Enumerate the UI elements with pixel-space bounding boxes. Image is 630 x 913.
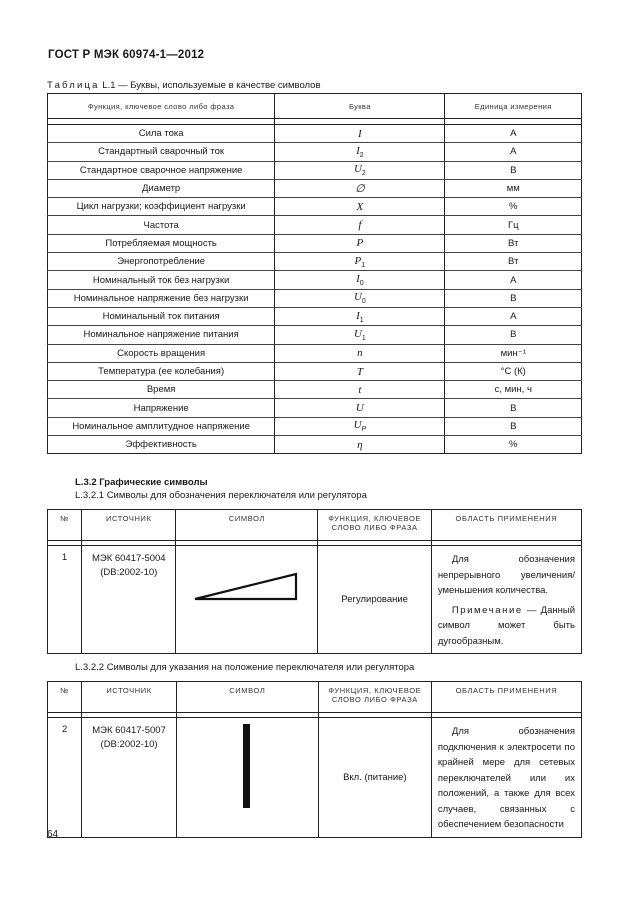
col-header-symbol: СИМВОЛ (176, 682, 318, 713)
function-cell: Вкл. (питание) (318, 718, 431, 838)
table-row (48, 234, 582, 252)
letters-table (47, 93, 582, 454)
table-row (48, 344, 582, 362)
function-cell: Номинальный ток без нагрузки (48, 271, 275, 289)
letter-cell (275, 198, 445, 216)
note-label: Примечание (451, 604, 523, 616)
function-cell: Сила тока (48, 125, 275, 143)
subsection-title-1: L.3.2.1 Символы для обозначения переключателя или регулятора (75, 490, 367, 501)
unit-cell: °С (К) (445, 362, 582, 380)
letter-cell (275, 271, 445, 289)
col-header-num: № (48, 510, 82, 541)
function-cell: Номинальное напряжение без нагрузки (48, 289, 275, 307)
letter-symbol: f (358, 219, 362, 232)
unit-cell: А (445, 271, 582, 289)
letter-cell (275, 436, 445, 454)
table-row (48, 271, 582, 289)
symbol-cell (176, 546, 318, 654)
unit-cell: В (445, 161, 582, 179)
vertical-bar-on-icon (177, 718, 318, 828)
letter-cell (275, 344, 445, 362)
table-row (48, 179, 582, 197)
letter-cell (275, 307, 445, 325)
table-caption (47, 80, 321, 91)
function-cell: Время (48, 381, 275, 399)
letter-cell (275, 362, 445, 380)
col-header-symbol: СИМВОЛ (176, 510, 318, 541)
letter-symbol: U (355, 402, 364, 415)
letter-cell (275, 161, 445, 179)
symbols-table-2 (47, 681, 582, 838)
unit-cell: с, мин, ч (445, 381, 582, 399)
letter-symbol: I (356, 273, 360, 286)
letter-symbol: n (357, 347, 363, 360)
unit-cell: Гц (445, 216, 582, 234)
unit-cell: мин⁻¹ (445, 344, 582, 362)
letter-cell (275, 381, 445, 399)
col-header-source: ИСТОЧНИК (82, 682, 177, 713)
document-id: ГОСТ Р МЭК 60974-1—2012 (48, 49, 205, 61)
table-row (48, 718, 582, 838)
col-header-function: ФУНКЦИЯ, КЛЮЧЕВОЕ СЛОВО ЛИБО ФРАЗА (318, 682, 431, 713)
letter-cell (275, 289, 445, 307)
area-text: Для обозначения подключения к электросети по крайней мере для сетевых переключателей или их положений, а также для всех случаев, связанных с обеспечением безопасности (437, 726, 575, 830)
page-number: 64 (47, 829, 59, 840)
symbols-table-1 (47, 509, 582, 654)
function-cell: Напряжение (48, 399, 275, 417)
letter-symbol: U (353, 419, 362, 432)
function-cell: Температура (ее колебания) (48, 362, 275, 380)
col-header-area: ОБЛАСТЬ ПРИМЕНЕНИЯ (431, 510, 581, 541)
table-row (48, 417, 582, 435)
unit-cell: А (445, 307, 582, 325)
table-row (48, 198, 582, 216)
unit-cell: В (445, 417, 582, 435)
col-header-unit: Единица измерения (445, 94, 582, 119)
letter-cell (275, 399, 445, 417)
unit-cell: Вт (445, 234, 582, 252)
letter-symbol: I (356, 145, 360, 157)
ramp-triangle-icon (176, 546, 317, 638)
table-row (48, 546, 582, 654)
unit-cell: В (445, 399, 582, 417)
table-row (48, 253, 582, 271)
letter-symbol: U (353, 327, 362, 340)
table-caption-text: L.1 — Буквы, используемые в качестве символов (99, 80, 321, 91)
letter-symbol: X (356, 200, 364, 213)
letter-cell (275, 417, 445, 435)
unit-cell: мм (445, 179, 582, 197)
function-cell: Стандартное сварочное напряжение (48, 161, 275, 179)
col-header-source: ИСТОЧНИК (82, 510, 176, 541)
col-header-letter: Буква (275, 94, 445, 119)
function-cell: Номинальное напряжение питания (48, 326, 275, 344)
source-db: (DB:2002-10) (100, 567, 158, 578)
letter-symbol: P (354, 254, 362, 267)
function-cell: Цикл нагрузки; коэффициент нагрузки (48, 198, 275, 216)
area-note (438, 603, 575, 650)
col-header-area: ОБЛАСТЬ ПРИМЕНЕНИЯ (431, 682, 581, 713)
source-cell (82, 546, 176, 654)
symbol-cell (176, 718, 318, 838)
col-header-num: № (48, 682, 82, 713)
table-row (48, 381, 582, 399)
source-standard: МЭК 60417-5004 (91, 553, 166, 564)
source-cell (82, 718, 177, 838)
unit-cell: % (445, 436, 582, 454)
letter-symbol: U (353, 163, 362, 176)
source-db: (DB:2002-10) (100, 739, 158, 750)
table-row (48, 125, 582, 143)
function-cell: Диаметр (48, 179, 275, 197)
area-cell (431, 718, 581, 838)
source-standard: МЭК 60417-5007 (92, 725, 166, 736)
letter-subscript: 1 (359, 316, 364, 324)
letter-cell (275, 234, 445, 252)
letter-symbol: T (356, 365, 363, 378)
row-number: 2 (48, 718, 82, 838)
unit-cell: Вт (445, 253, 582, 271)
function-cell: Эффективность (48, 436, 275, 454)
letter-cell (275, 216, 445, 234)
letter-subscript: 1 (361, 261, 366, 269)
note-text: — Данный символ может быть дугообразным. (437, 604, 575, 647)
function-cell: Регулирование (318, 546, 431, 654)
letter-subscript: 0 (359, 279, 364, 287)
table-row (48, 307, 582, 325)
letter-symbol: t (358, 383, 362, 396)
subsection-title-2: L.3.2.2 Символы для указания на положение переключателя или регулятора (75, 662, 415, 673)
function-cell: Энергопотребление (48, 253, 275, 271)
table-row (48, 161, 582, 179)
section-title: L.3.2 Графические символы (75, 477, 208, 488)
col-header-function: ФУНКЦИЯ, КЛЮЧЕВОЕ СЛОВО ЛИБО ФРАЗА (318, 510, 431, 541)
function-cell: Номинальный ток питания (48, 307, 275, 325)
unit-cell: В (445, 326, 582, 344)
table-row (48, 399, 582, 417)
letter-cell (275, 326, 445, 344)
col-header-function: Функция, ключевое слово либо фраза (48, 94, 275, 119)
letter-subscript: 2 (361, 170, 366, 178)
function-cell: Стандартный сварочный ток (48, 143, 275, 161)
area-cell (431, 546, 581, 654)
letter-subscript: 2 (359, 151, 364, 159)
function-cell: Потребляемая мощность (48, 234, 275, 252)
unit-cell: В (445, 289, 582, 307)
letter-cell (275, 143, 445, 161)
letter-subscript: P (361, 426, 367, 434)
table-row (48, 216, 582, 234)
table-row (48, 289, 582, 307)
letter-cell (275, 253, 445, 271)
letter-cell (275, 125, 445, 143)
letter-symbol: ∅ (355, 183, 365, 196)
table-row (48, 436, 582, 454)
function-cell: Номинальное амплитудное напряжение (48, 417, 275, 435)
letter-cell (275, 179, 445, 197)
row-number: 1 (48, 546, 82, 654)
letter-symbol: η (357, 438, 363, 451)
letter-symbol: I (356, 309, 360, 322)
table-caption-prefix: Таблица (47, 80, 100, 91)
letter-symbol: I (358, 127, 362, 140)
unit-cell: А (445, 143, 582, 161)
table-row (48, 362, 582, 380)
function-cell: Частота (48, 216, 275, 234)
letter-symbol: U (353, 291, 362, 304)
table-row (48, 143, 582, 161)
area-text: Для обозначения непрерывного увеличения/уменьшения количества. (437, 554, 575, 596)
letter-symbol: P (356, 237, 364, 250)
letter-subscript: 1 (361, 334, 366, 342)
unit-cell: А (445, 125, 582, 143)
unit-cell: % (445, 198, 582, 216)
table-row (48, 326, 582, 344)
function-cell: Скорость вращения (48, 344, 275, 362)
letter-subscript: 0 (361, 298, 366, 306)
